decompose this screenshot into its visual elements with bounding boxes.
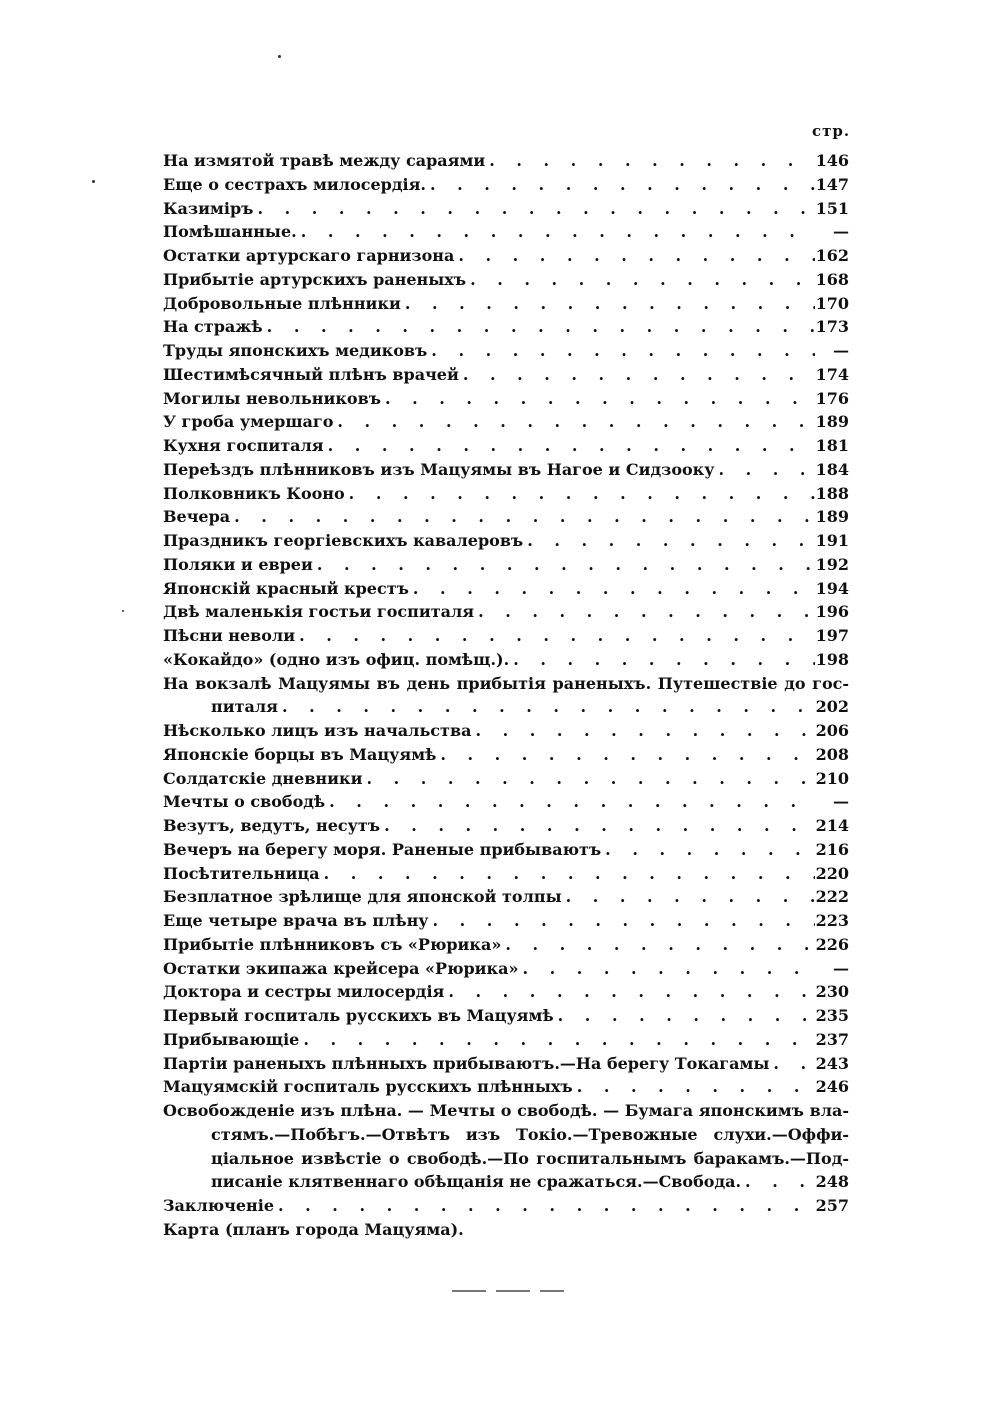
toc-entry-line bbox=[163, 838, 849, 862]
toc-page-number: 257 bbox=[815, 1196, 849, 1215]
toc-page-number: 210 bbox=[815, 768, 849, 788]
toc-entry-title: Посѣтительница bbox=[163, 863, 320, 883]
toc-entry-title: «Кокайдо» (одно изъ офиц. помѣщ.). bbox=[163, 649, 510, 669]
toc-entry bbox=[163, 600, 849, 624]
toc-entry bbox=[163, 339, 849, 363]
toc-entry-line bbox=[163, 458, 849, 482]
toc-entry-title: Мацуямскій госпиталь русскихъ плѣнныхъ bbox=[163, 1077, 573, 1097]
toc-entry bbox=[163, 553, 849, 577]
toc-entry bbox=[163, 980, 849, 1004]
toc-entry-line bbox=[163, 292, 849, 316]
toc-entry-line bbox=[163, 363, 849, 387]
toc-entry bbox=[163, 1099, 849, 1194]
toc-page-number: 192 bbox=[815, 554, 849, 574]
toc-page-number: 235 bbox=[815, 1006, 849, 1025]
dot-leader bbox=[518, 957, 815, 981]
toc-entry-title: ціальное извѣстіе о свободѣ.—По госпитальнымъ баракамъ.—Под- bbox=[211, 1148, 849, 1168]
dot-leader bbox=[454, 244, 815, 268]
dot-leader bbox=[253, 197, 815, 221]
toc-page-number: — bbox=[833, 958, 849, 978]
toc-entry-title: Двѣ маленькія гостьи госпиталя bbox=[163, 602, 475, 622]
toc-page-number: 173 bbox=[815, 317, 849, 337]
dot-leader bbox=[263, 315, 815, 339]
toc-entry-line bbox=[163, 434, 849, 458]
toc-page-number: 147 bbox=[815, 174, 849, 194]
toc-entry-line bbox=[163, 980, 849, 1004]
toc-entry-title: Добровольные плѣнники bbox=[163, 293, 401, 313]
toc-entry-line bbox=[163, 862, 849, 886]
toc-entry-line bbox=[163, 719, 849, 743]
toc-page-number: 151 bbox=[815, 198, 849, 218]
dot-leader bbox=[474, 600, 815, 624]
toc-entry-line bbox=[163, 600, 849, 624]
dot-leader bbox=[436, 743, 815, 767]
toc-entry bbox=[163, 173, 849, 197]
toc-entry bbox=[163, 648, 849, 672]
toc-entry bbox=[163, 790, 849, 814]
toc-page-number: — bbox=[833, 792, 849, 812]
end-ornament-rule bbox=[452, 1290, 564, 1292]
toc-entry-title: Прибытіе артурскихъ раненыхъ bbox=[163, 269, 467, 289]
toc-entry bbox=[163, 814, 849, 838]
toc-entry-line bbox=[163, 339, 849, 363]
toc-entry-title: Японскіе борцы въ Мацуямѣ bbox=[163, 744, 437, 764]
toc-entry-title: Прибывающіе bbox=[163, 1029, 300, 1049]
toc-page-number: 181 bbox=[815, 436, 849, 455]
toc-entry-line bbox=[163, 909, 849, 933]
toc-entry bbox=[163, 482, 849, 506]
toc-entry-line bbox=[163, 767, 849, 791]
dot-leader bbox=[297, 220, 815, 244]
toc-entry-title: Еще о сестрахъ милосердія. bbox=[163, 174, 426, 194]
toc-entry bbox=[163, 458, 849, 482]
toc-entry-line bbox=[163, 410, 849, 434]
toc-entry-title: Безплатное зрѣлище для японской толпы bbox=[163, 887, 562, 907]
toc-entry-title: На стражѣ bbox=[163, 317, 263, 337]
toc-page-number: 184 bbox=[815, 459, 849, 479]
toc-entry-line bbox=[163, 1028, 849, 1052]
toc-entry-line bbox=[163, 220, 849, 244]
toc-entry bbox=[163, 767, 849, 791]
dot-leader bbox=[523, 529, 815, 553]
toc-entry-line bbox=[163, 933, 849, 957]
toc-entry-line bbox=[163, 1218, 849, 1242]
toc-entry bbox=[163, 1075, 849, 1099]
toc-page-number: 243 bbox=[815, 1053, 849, 1073]
toc-entry bbox=[163, 505, 849, 529]
toc-page-number: 248 bbox=[815, 1172, 849, 1192]
toc-entry bbox=[163, 672, 849, 720]
table-of-contents bbox=[163, 149, 849, 1242]
toc-entry-title: Партіи раненыхъ плѣнныхъ прибываютъ.—На берегу Токагамы bbox=[163, 1053, 770, 1073]
toc-entry-continuation bbox=[163, 1147, 849, 1171]
toc-entry-title: На измятой травѣ между сараями bbox=[163, 151, 486, 170]
dot-leader bbox=[459, 363, 815, 387]
toc-entry bbox=[163, 244, 849, 268]
toc-entry-title: Шестимѣсячный плѣнъ врачей bbox=[163, 364, 459, 384]
toc-entry-title: Пѣсни неволи bbox=[163, 626, 296, 645]
toc-entry-line bbox=[163, 672, 849, 696]
toc-page-number: 216 bbox=[815, 839, 849, 859]
toc-page-number: — bbox=[833, 341, 849, 360]
dot-leader bbox=[380, 814, 815, 838]
toc-entry-title: Освобожденіе изъ плѣна. — Мечты о свободѣ. — Бумага японскимъ вла- bbox=[163, 1101, 849, 1120]
dot-leader bbox=[426, 173, 815, 197]
toc-entry bbox=[163, 149, 849, 173]
toc-entry-continuation bbox=[163, 1123, 849, 1147]
dot-leader bbox=[274, 1194, 815, 1218]
toc-entry bbox=[163, 315, 849, 339]
toc-entry-line bbox=[163, 387, 849, 411]
dot-leader bbox=[714, 458, 815, 482]
toc-page-number: — bbox=[833, 222, 849, 242]
dot-leader bbox=[278, 695, 815, 719]
toc-entry-title: Карта (планъ города Мацуяма). bbox=[163, 1219, 464, 1239]
toc-entry-title: Прибытіе плѣнниковъ съ «Рюрика» bbox=[163, 934, 502, 954]
toc-entry bbox=[163, 410, 849, 434]
toc-entry-title: Мечты о свободѣ bbox=[163, 792, 326, 812]
dot-leader bbox=[444, 980, 815, 1004]
dot-leader bbox=[485, 149, 815, 173]
toc-entry-line bbox=[163, 197, 849, 221]
toc-entry-line bbox=[163, 149, 849, 173]
toc-entry-line bbox=[163, 173, 849, 197]
toc-entry bbox=[163, 885, 849, 909]
toc-entry-continuation bbox=[163, 1170, 849, 1194]
scan-speck bbox=[278, 55, 281, 58]
toc-entry-title: Остатки артурскаго гарнизона bbox=[163, 246, 455, 265]
dot-leader bbox=[427, 339, 815, 363]
toc-entry-continuation bbox=[163, 695, 849, 719]
toc-page-number: 162 bbox=[815, 246, 849, 265]
scan-speck bbox=[122, 610, 124, 612]
toc-page-number: 198 bbox=[815, 649, 849, 669]
toc-entry-line bbox=[163, 482, 849, 506]
toc-entry bbox=[163, 838, 849, 862]
toc-entry bbox=[163, 862, 849, 886]
toc-entry-title: писаніе клятвеннаго обѣщанія не сражаться.—Свобода. bbox=[211, 1172, 742, 1192]
dot-leader bbox=[509, 648, 815, 672]
dot-leader bbox=[741, 1170, 815, 1194]
toc-entry bbox=[163, 529, 849, 553]
toc-entry-title: Казиміръ bbox=[163, 198, 254, 218]
toc-entry-line bbox=[163, 1075, 849, 1099]
toc-entry-line bbox=[163, 577, 849, 601]
dot-leader bbox=[320, 862, 815, 886]
toc-page-number: 189 bbox=[815, 507, 849, 527]
toc-entry bbox=[163, 743, 849, 767]
toc-entry bbox=[163, 292, 849, 316]
page-column-header: стр. bbox=[812, 122, 851, 140]
toc-entry-line bbox=[163, 315, 849, 339]
toc-entry bbox=[163, 363, 849, 387]
dot-leader bbox=[769, 1052, 815, 1076]
toc-entry-title: питаля bbox=[211, 697, 278, 717]
toc-entry-line bbox=[163, 885, 849, 909]
toc-entry-line bbox=[163, 1004, 849, 1028]
toc-entry bbox=[163, 1004, 849, 1028]
dot-leader bbox=[324, 434, 815, 458]
toc-page-number: 170 bbox=[815, 293, 849, 313]
toc-entry bbox=[163, 624, 849, 648]
toc-entry-title: стямъ.—Побѣгъ.—Отвѣтъ изъ Токіо.—Тревожные слухи.—Оффи- bbox=[211, 1124, 849, 1144]
toc-entry-line bbox=[163, 529, 849, 553]
dot-leader bbox=[313, 553, 815, 577]
toc-entry-line bbox=[163, 790, 849, 814]
dot-leader bbox=[471, 719, 815, 743]
toc-entry-title: Труды японскихъ медиковъ bbox=[163, 341, 428, 360]
toc-page-number: 220 bbox=[815, 863, 849, 883]
dot-leader bbox=[299, 1028, 815, 1052]
dot-leader bbox=[381, 387, 815, 411]
toc-entry bbox=[163, 197, 849, 221]
toc-page-number: 174 bbox=[815, 364, 849, 384]
toc-entry bbox=[163, 577, 849, 601]
toc-entry-title: Первый госпиталь русскихъ въ Мацуямѣ bbox=[163, 1006, 554, 1025]
toc-entry-title: Вечеръ на берегу моря. Раненые прибываютъ bbox=[163, 839, 602, 859]
toc-entry-title: У гроба умершаго bbox=[163, 412, 334, 432]
toc-entry-line bbox=[163, 553, 849, 577]
toc-page-number: 168 bbox=[815, 269, 849, 289]
dot-leader bbox=[466, 268, 815, 292]
toc-page-number: 197 bbox=[815, 626, 849, 645]
toc-entry-line bbox=[163, 268, 849, 292]
toc-page-number: 188 bbox=[815, 483, 849, 503]
toc-entry-line bbox=[163, 624, 849, 648]
toc-entry bbox=[163, 1218, 849, 1242]
toc-entry-title: Заключеніе bbox=[163, 1196, 275, 1215]
toc-entry-title: Праздникъ георгіевскихъ кавалеровъ bbox=[163, 531, 524, 550]
toc-entry bbox=[163, 719, 849, 743]
toc-entry-title: На вокзалѣ Мацуямы въ день прибытія раненыхъ. Путешествіе до гос- bbox=[163, 673, 849, 693]
toc-entry-title: Солдатскіе дневники bbox=[163, 768, 363, 788]
dot-leader bbox=[501, 933, 815, 957]
toc-page-number: 146 bbox=[815, 151, 849, 170]
toc-page-number: 176 bbox=[815, 388, 849, 408]
toc-entry bbox=[163, 387, 849, 411]
toc-entry-title: Переѣздъ плѣнниковъ изъ Мацуямы въ Нагое и Сидзооку bbox=[163, 459, 715, 479]
dot-leader bbox=[333, 410, 815, 434]
toc-page-number: 214 bbox=[815, 816, 849, 835]
toc-entry-line bbox=[163, 1194, 849, 1218]
toc-page-number: 246 bbox=[815, 1077, 849, 1097]
toc-entry-line bbox=[163, 648, 849, 672]
toc-entry-title: Поляки и евреи bbox=[163, 554, 313, 574]
dot-leader bbox=[573, 1075, 815, 1099]
toc-page-number: 237 bbox=[815, 1029, 849, 1049]
toc-entry-title: Могилы невольниковъ bbox=[163, 388, 381, 408]
toc-entry-line bbox=[163, 1052, 849, 1076]
toc-entry bbox=[163, 1028, 849, 1052]
toc-entry-line bbox=[163, 244, 849, 268]
toc-entry-title: Вечера bbox=[163, 507, 231, 527]
toc-page-number: 206 bbox=[815, 721, 849, 740]
toc-entry-line bbox=[163, 743, 849, 767]
toc-page-number: 196 bbox=[815, 602, 849, 622]
toc-entry bbox=[163, 957, 849, 981]
dot-leader bbox=[295, 624, 815, 648]
toc-entry-line bbox=[163, 1099, 849, 1123]
dot-leader bbox=[554, 1004, 815, 1028]
dot-leader bbox=[409, 577, 815, 601]
toc-page-number: 223 bbox=[815, 911, 849, 930]
toc-entry bbox=[163, 933, 849, 957]
scan-speck bbox=[92, 180, 95, 183]
toc-entry bbox=[163, 1052, 849, 1076]
toc-page-number: 189 bbox=[815, 412, 849, 432]
toc-entry-line bbox=[163, 957, 849, 981]
toc-entry bbox=[163, 268, 849, 292]
toc-entry-line bbox=[163, 814, 849, 838]
toc-entry-title: Помѣшанные. bbox=[163, 222, 297, 242]
toc-entry-title: Везутъ, ведутъ, несутъ bbox=[163, 816, 381, 835]
dot-leader bbox=[345, 482, 815, 506]
dot-leader bbox=[601, 838, 815, 862]
dot-leader bbox=[429, 909, 815, 933]
toc-entry-line bbox=[163, 505, 849, 529]
dot-leader bbox=[401, 292, 815, 316]
toc-entry bbox=[163, 434, 849, 458]
toc-entry-title: Полковникъ Кооно bbox=[163, 483, 345, 503]
dot-leader bbox=[562, 885, 815, 909]
toc-entry-title: Кухня госпиталя bbox=[163, 436, 324, 455]
toc-entry-title: Доктора и сестры милосердія bbox=[163, 982, 445, 1002]
toc-entry bbox=[163, 220, 849, 244]
toc-page-number: 194 bbox=[815, 578, 849, 598]
dot-leader bbox=[325, 790, 815, 814]
toc-entry-title: Нѣсколько лицъ изъ начальства bbox=[163, 721, 472, 740]
toc-page-number: 226 bbox=[815, 934, 849, 954]
toc-page-number: 202 bbox=[815, 697, 849, 717]
dot-leader bbox=[362, 767, 815, 791]
toc-entry-title: Японскій красный крестъ bbox=[163, 578, 409, 598]
toc-page-number: 230 bbox=[815, 982, 849, 1002]
toc-page-number: 208 bbox=[815, 744, 849, 764]
toc-page-number: 191 bbox=[815, 531, 849, 550]
toc-page-number: 222 bbox=[815, 887, 849, 907]
dot-leader bbox=[230, 505, 815, 529]
toc-entry-title: Еще четыре врача въ плѣну bbox=[163, 911, 429, 930]
toc-entry bbox=[163, 909, 849, 933]
toc-entry-title: Остатки экипажа крейсера «Рюрика» bbox=[163, 958, 519, 978]
toc-entry bbox=[163, 1194, 849, 1218]
